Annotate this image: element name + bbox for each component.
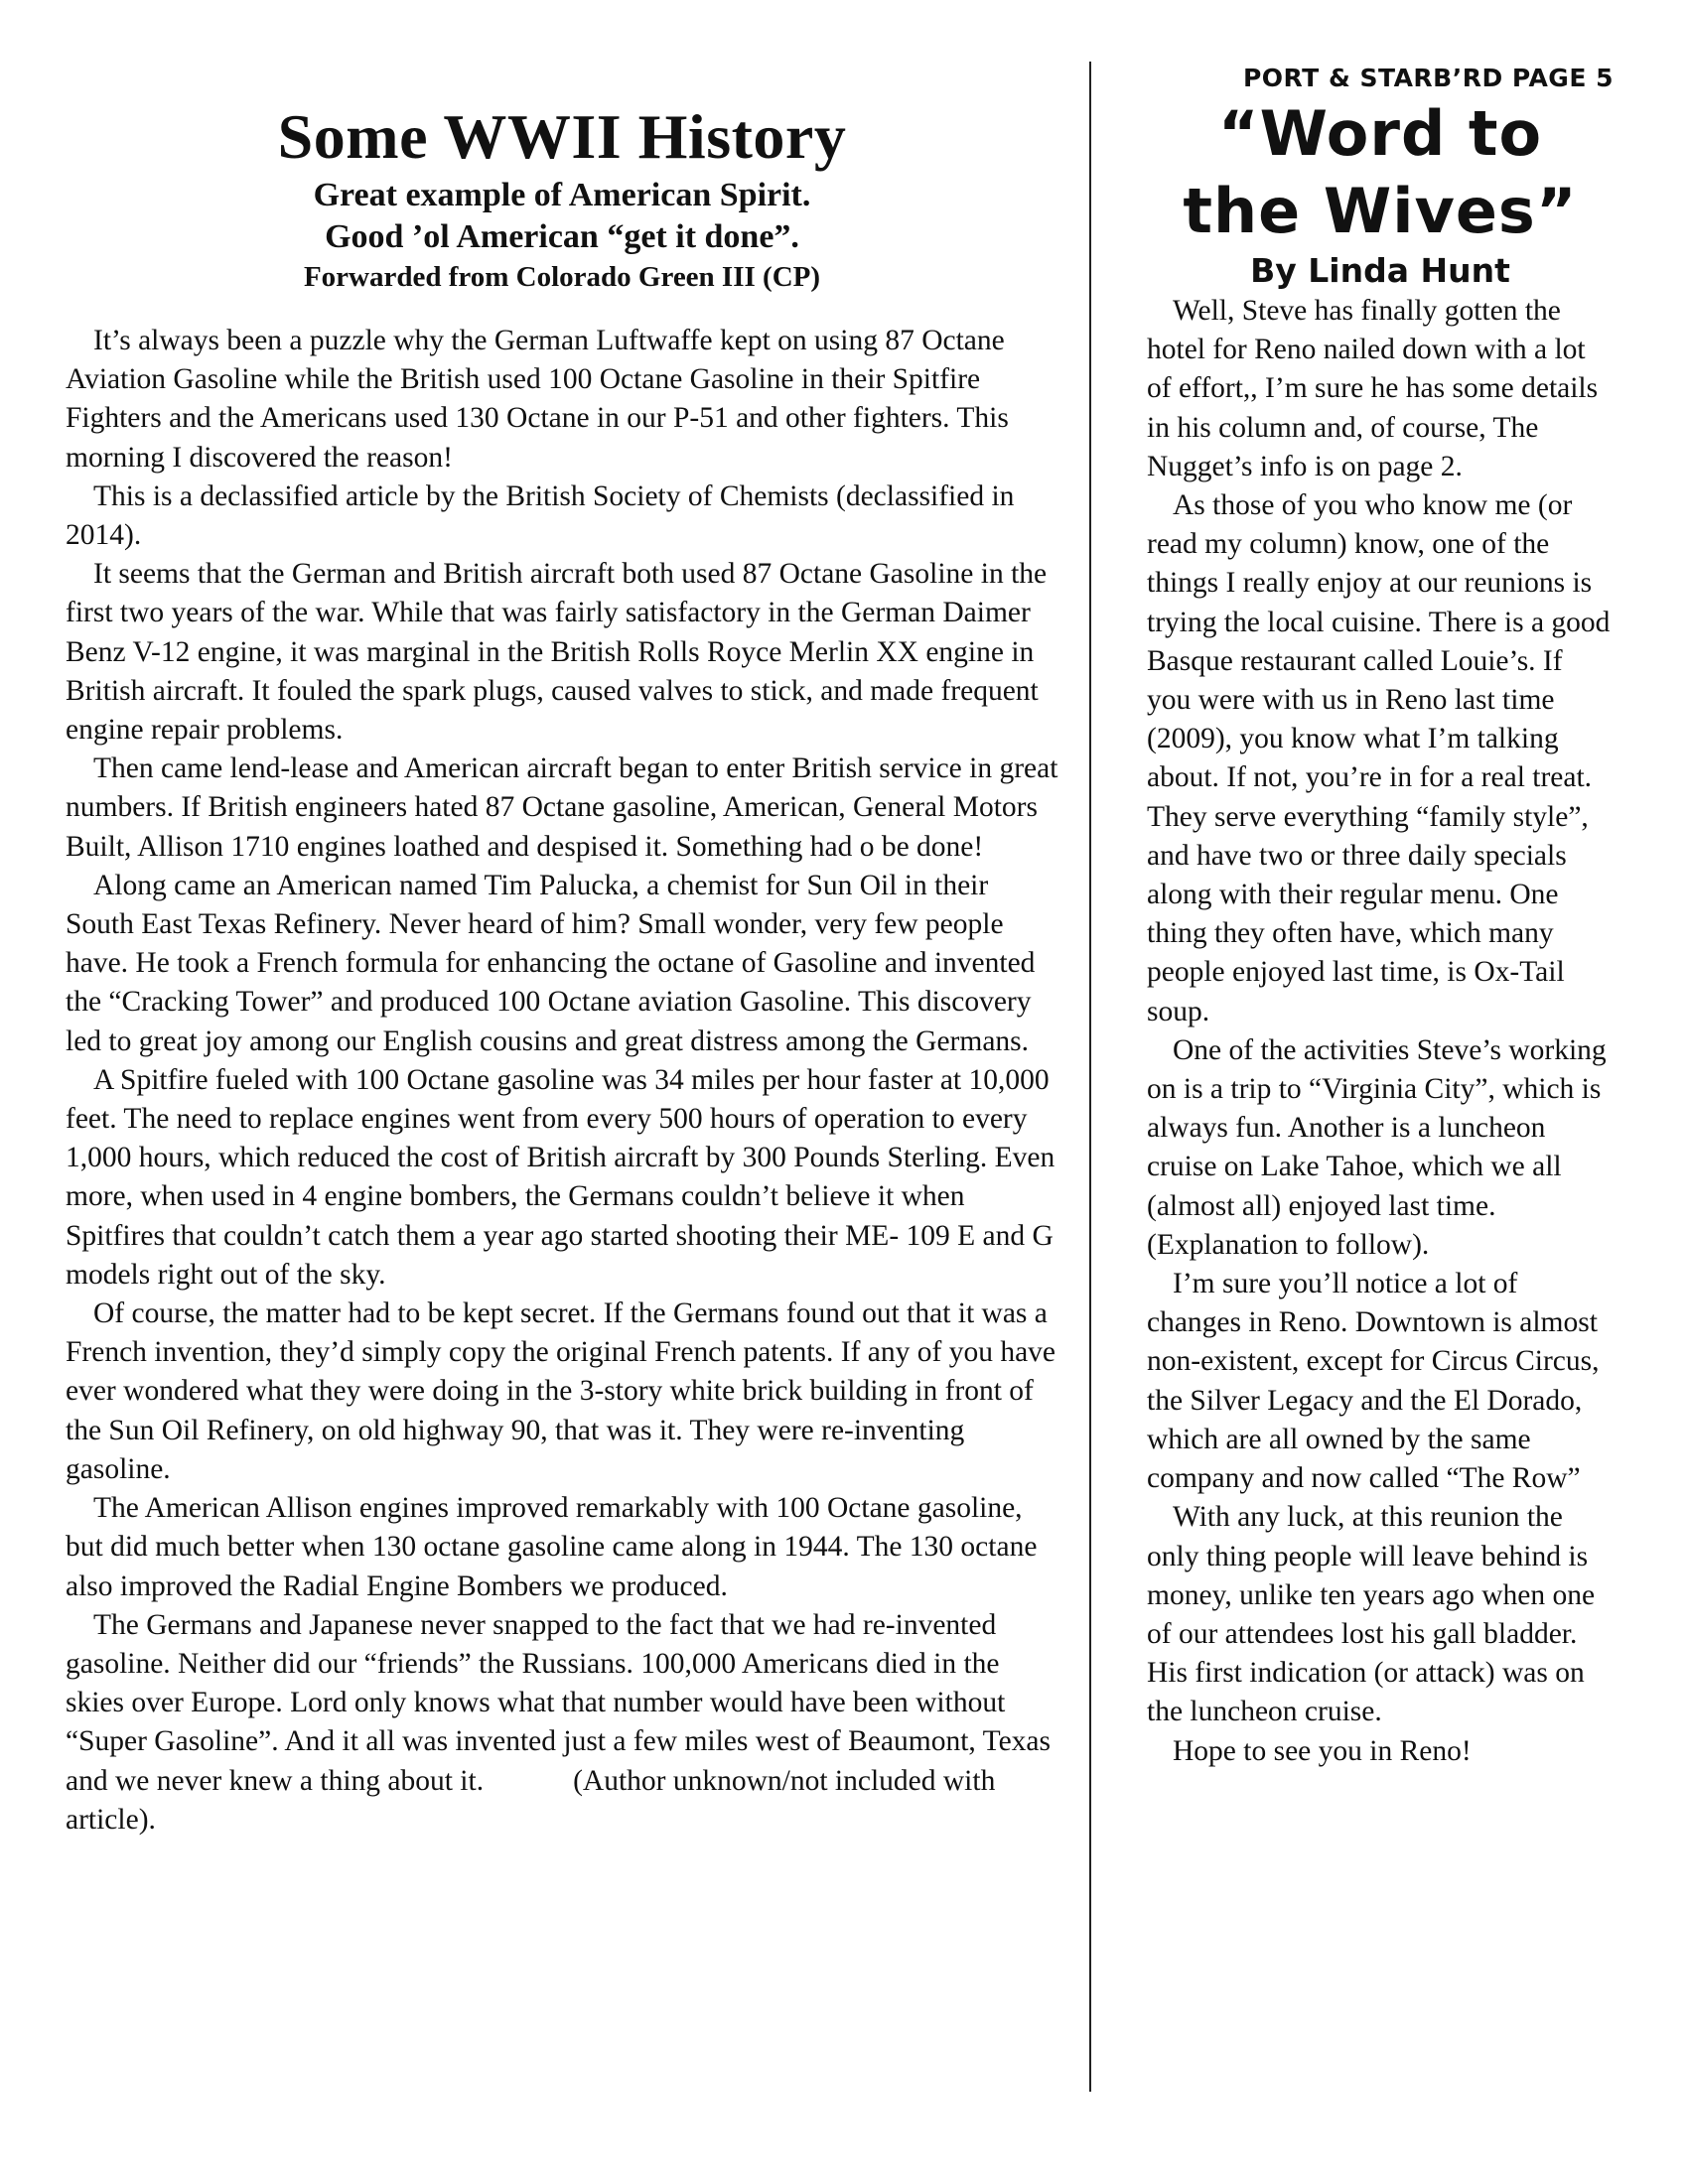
wwii-history-article bbox=[66, 99, 1058, 1840]
word-to-wives-column bbox=[1147, 62, 1614, 1771]
author-note: (Author unknown/not included with article). bbox=[66, 1764, 996, 1836]
article-subtitle-line2: Good ’ol American “get it done”. bbox=[325, 218, 799, 255]
article-paragraph: Of course, the matter had to be kept secret. If the Germans found out that it was a French invention, they’d simply copy the original French patents. If any of you have ever wondered what they were doing in the 3-story white brick building in front of the Sun Oil Refinery, on old highway 90, that was it. They were re-inventing gasoline. bbox=[66, 1297, 1056, 1485]
column-paragraph: Hope to see you in Reno! bbox=[1173, 1734, 1472, 1767]
page-header: PORT & STARB’RD PAGE 5 bbox=[1242, 64, 1614, 92]
article-paragraph bbox=[66, 1606, 1058, 1840]
article-forwarded-credit: Forwarded from Colorado Green III (CP) bbox=[303, 261, 821, 293]
article-paragraph: Then came lend-lease and American aircraft began to enter British service in great numbers. If British engineers hated 87 Octane gasoline, American, General Motors Built, Allison 1710 engines loathed and despised it. Something had o be done! bbox=[66, 752, 1058, 863]
column-paragraph: With any luck, at this reunion the only thing people will leave behind is money, unlike ten years ago when one of our attendees lost his gall bladder. His first indication (or attack) was on the luncheon cruise. bbox=[1147, 1501, 1596, 1728]
column-title-line2: the Wives” bbox=[1183, 175, 1578, 247]
column-byline: By Linda Hunt bbox=[1250, 251, 1510, 290]
article-subtitle-line1: Great example of American Spirit. bbox=[313, 177, 811, 213]
column-body bbox=[1147, 292, 1614, 1771]
article-paragraph: It seems that the German and British aircraft both used 87 Octane Gasoline in the first two years of the war. While that was fairly satisfactory in the German Daimer Benz V-12 engine, it was marginal in the British Rolls Royce Merlin XX engine in British aircraft. It fouled the spark plugs, caused valves to stick, and made frequent engine repair problems. bbox=[66, 558, 1048, 747]
column-paragraph: One of the activities Steve’s working on is a trip to “Virginia City”, which is always fun. Another is a luncheon cruise on Lake Tahoe, which we all (almost all) enjoyed last time. (Explanation to follow). bbox=[1147, 1033, 1607, 1261]
article-title: Some WWII History bbox=[277, 101, 847, 172]
article-paragraph: Along came an American named Tim Palucka, a chemist for Sun Oil in their South East Texas Refinery. Never heard of him? Small wonder, very few people have. He took a French formula for enhancing the octane of Gasoline and invented the “Cracking Tower” and produced 100 Octane aviation Gasoline. This discovery led to great joy among our English cousins and great distress among the Germans. bbox=[66, 869, 1036, 1057]
column-title-line1: “Word to bbox=[1217, 97, 1543, 170]
article-paragraph: This is a declassified article by the British Society of Chemists (declassified in 2014). bbox=[66, 479, 1015, 552]
column-paragraph: I’m sure you’ll notice a lot of changes in Reno. Downtown is almost non-existent, except for Circus Circus, the Silver Legacy and the El Dorado, which are all owned by the same company and now called “The Row” bbox=[1147, 1268, 1600, 1495]
article-paragraph: The American Allison engines improved remarkably with 100 Octane gasoline, but did much better when 130 octane gasoline came along in 1944. The 130 octane also improved the Radial Engine Bombers we produced. bbox=[66, 1492, 1038, 1602]
article-paragraph: A Spitfire fueled with 100 Octane gasoline was 34 miles per hour faster at 10,000 feet. The need to replace engines went from every 500 hours of operation to every 1,000 hours, which reduced the cost of British aircraft by 300 Pounds Sterling. Even more, when used in 4 engine bombers, the Germans couldn’t believe it when Spitfires that couldn’t catch them a year ago started shooting their ME- 109 E and G models right out of the sky. bbox=[66, 1063, 1055, 1291]
column-divider bbox=[1089, 62, 1091, 2092]
article-final-text: The Germans and Japanese never snapped to the fact that we had re-invented gasoline. Neither did our “friends” the Russians. 100,000 Americans died in the skies over Europe. Lord only knows what that number would have been without “Super Gasoline”. And it all was invented just a few miles west of Beaumont, Texas and we never knew a thing about it. bbox=[66, 1608, 1051, 1797]
article-paragraph: It’s always been a puzzle why the German Luftwaffe kept on using 87 Octane Aviation Gasoline while the British used 100 Octane Gasoline in their Spitfire Fighters and the Americans used 130 Octane in our P-51 and other fighters. This morning I discovered the reason! bbox=[66, 325, 1009, 474]
column-paragraph: Well, Steve has finally gotten the hotel for Reno nailed down with a lot of effort,, I’m sure he has some details in his column and, of course, The Nugget’s info is on page 2. bbox=[1147, 295, 1599, 482]
article-body bbox=[66, 322, 1058, 1840]
column-paragraph: As those of you who know me (or read my column) know, one of the things I really enjoy at our reunions is trying the local cuisine. There is a good Basque restaurant called Louie’s. If you were with us in Reno last time (2009), you know what I’m talking about. If not, you’re in for a real treat. They serve everything “family style”, and have two or three daily specials along with their regular menu. One thing they often have, which many people enjoyed last time, is Ox-Tail soup. bbox=[1147, 489, 1611, 1027]
